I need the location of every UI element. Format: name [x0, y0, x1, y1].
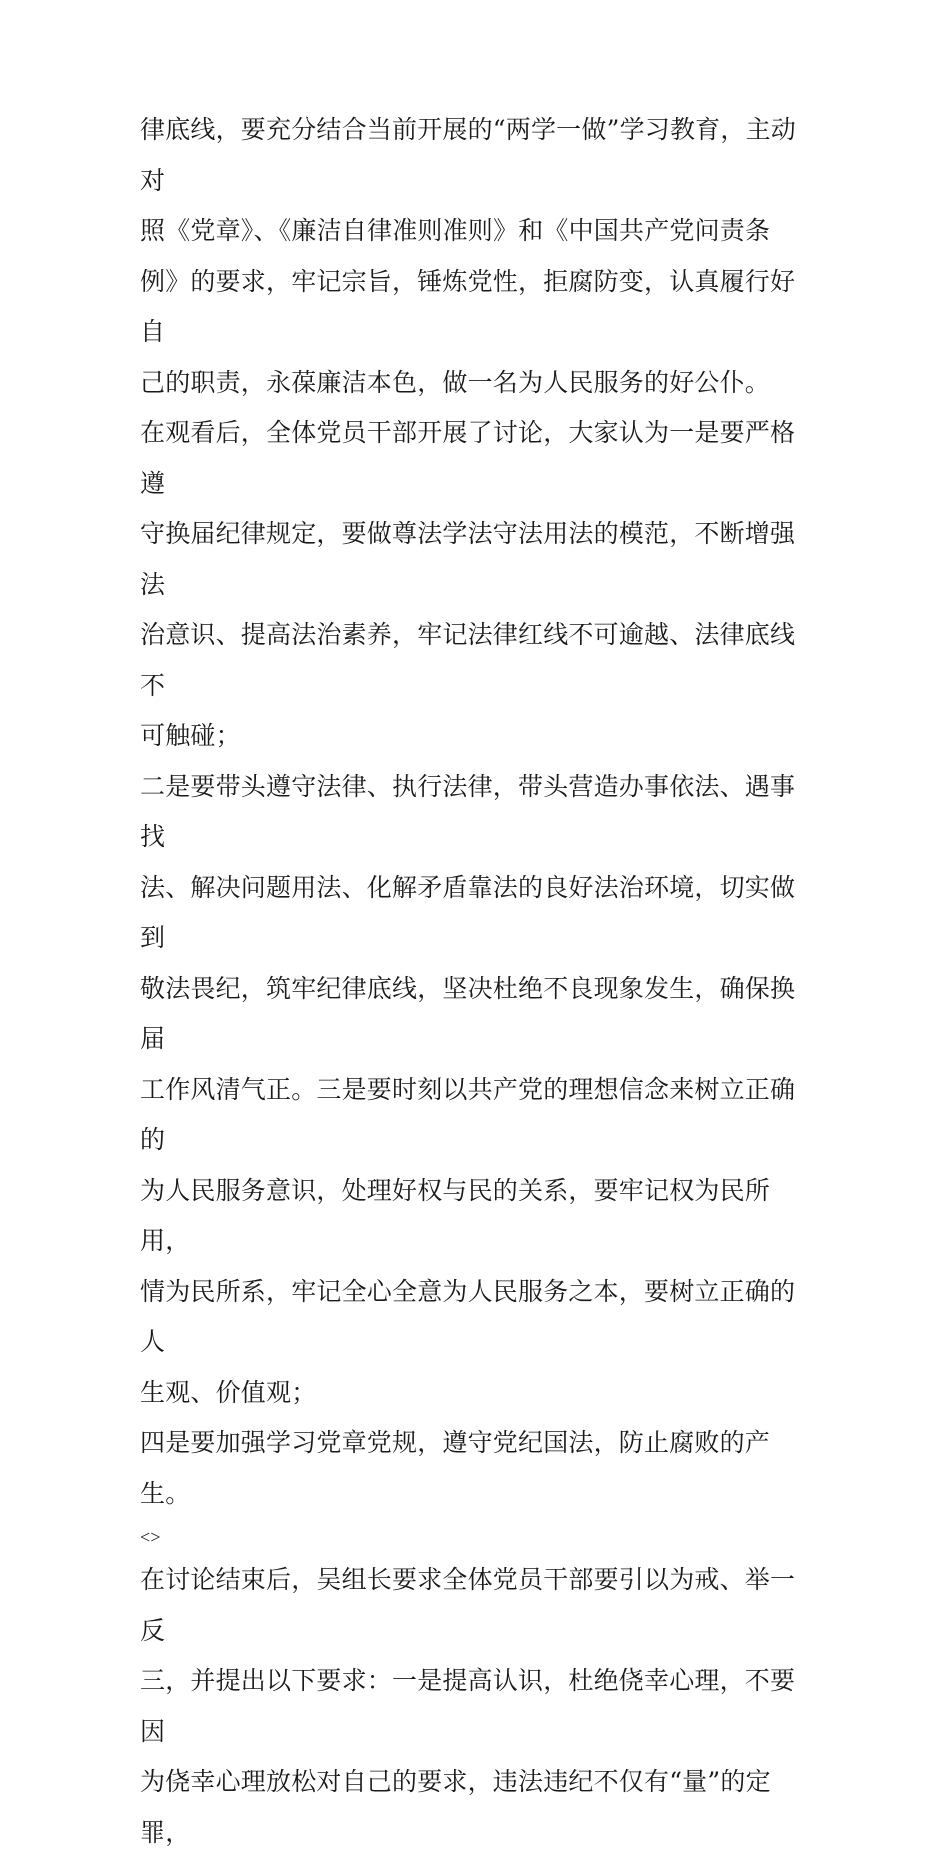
paragraph-5: 在讨论结束后，吴组长要求全体党员干部要引以为戒、举一反 三，并提出以下要求：一是提高认识，杜绝侥幸心理，不要因 为侥幸心理放松对自己的要求，违法违纪不仅有“量”的定罪，	[140, 1565, 796, 1847]
document-body	[140, 105, 820, 1858]
paragraph-3: 二是要带头遵守法律、执行法律，带头营造办事依法、遇事找 法、解决问题用法、化解矛盾靠法的良好法治环境，切实做到 敬法畏纪，筑牢纪律底线，坚决杜绝不良现象发生，确保换届 工作风清气正。三是要时刻以共产党的理想信念来树立正确的 为人民服务意识，处理好权与民的关系，要牢记权为民所用， 情为民所系，牢记全心全意为人民服务之本，要树立正确的人 生观、价值观；	[140, 771, 796, 1407]
paragraph-2: 在观看后，全体党员干部开展了讨论，大家认为一是要严格遵 守换届纪律规定，要做尊法学法守法用法的模范，不断增强法 治意识、提高法治素养，牢记法律红线不可逾越、法律底线不 可触碰；	[140, 418, 796, 750]
paragraph-4: 四是要加强学习党章党规，遵守党纪国法，防止腐败的产生。	[140, 1428, 771, 1508]
angle-bracket-marker: <>	[140, 1527, 161, 1547]
paragraph-1: 律底线，要充分结合当前开展的“两学一做”学习教育，主动对 照《党章》、《廉洁自律准则准则》和《中国共产党问责条 例》的要求，牢记宗旨，锤炼党性，拒腐防变，认真履行好自 己的职责，永葆廉洁本色，做一名为人民服务的好公仆。	[140, 115, 796, 397]
